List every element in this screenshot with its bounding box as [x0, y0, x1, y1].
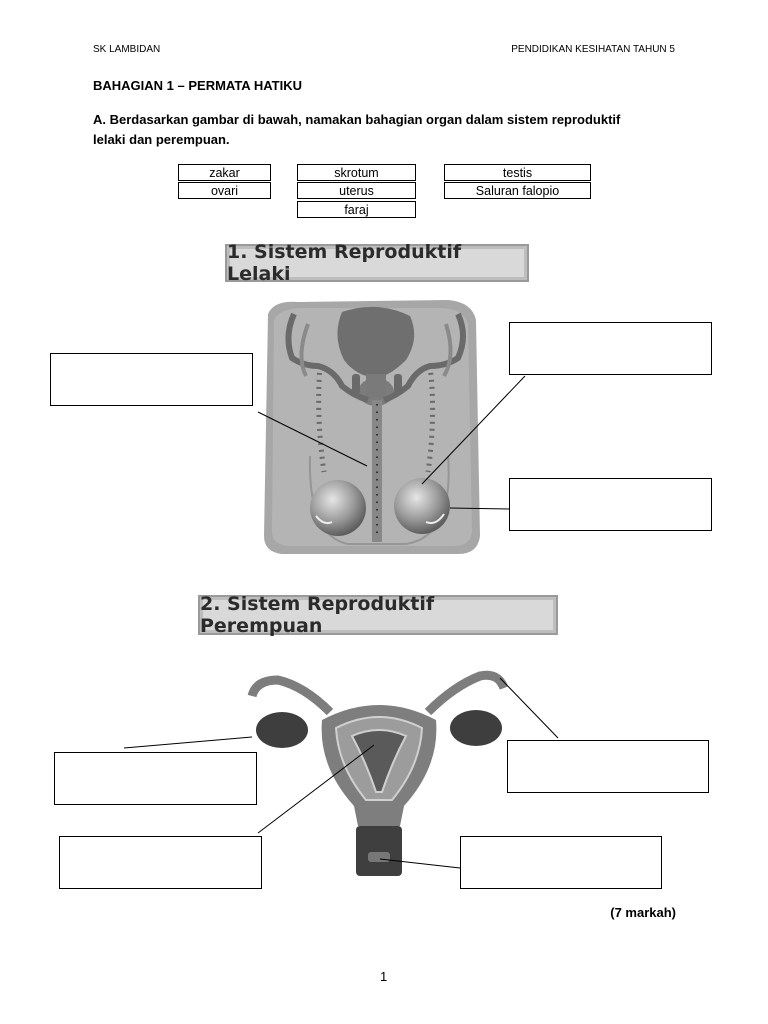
page-number: 1: [380, 969, 388, 984]
word-faraj: faraj: [297, 201, 416, 218]
word-saluran-falopio: Saluran falopio: [444, 182, 591, 199]
word-uterus: uterus: [297, 182, 416, 199]
total-marks: (7 markah): [610, 905, 676, 920]
word-ovari: ovari: [178, 182, 271, 199]
answer-box-male-3[interactable]: [509, 478, 712, 531]
word-zakar: zakar: [178, 164, 271, 181]
word-skrotum: skrotum: [297, 164, 416, 181]
answer-box-female-1[interactable]: [54, 752, 257, 805]
female-diagram-title: 2. Sistem Reproduktif Perempuan: [198, 595, 558, 635]
word-testis: testis: [444, 164, 591, 181]
answer-box-male-1[interactable]: [50, 353, 253, 406]
answer-box-female-2[interactable]: [507, 740, 709, 793]
male-reproductive-illustration: [258, 296, 484, 556]
subject-name: PENDIDIKAN KESIHATAN TAHUN 5: [511, 44, 675, 55]
school-name: SK LAMBIDAN: [93, 44, 161, 55]
answer-box-male-2[interactable]: [509, 322, 712, 375]
section-title: BAHAGIAN 1 – PERMATA HATIKU: [93, 78, 302, 93]
answer-box-female-3[interactable]: [59, 836, 262, 889]
male-diagram-title: 1. Sistem Reproduktif Lelaki: [225, 244, 529, 282]
instruction-text: A. Berdasarkan gambar di bawah, namakan bahagian organ dalam sistem reproduktif lelaki dan perempuan.: [93, 112, 621, 147]
answer-box-female-4[interactable]: [460, 836, 662, 889]
